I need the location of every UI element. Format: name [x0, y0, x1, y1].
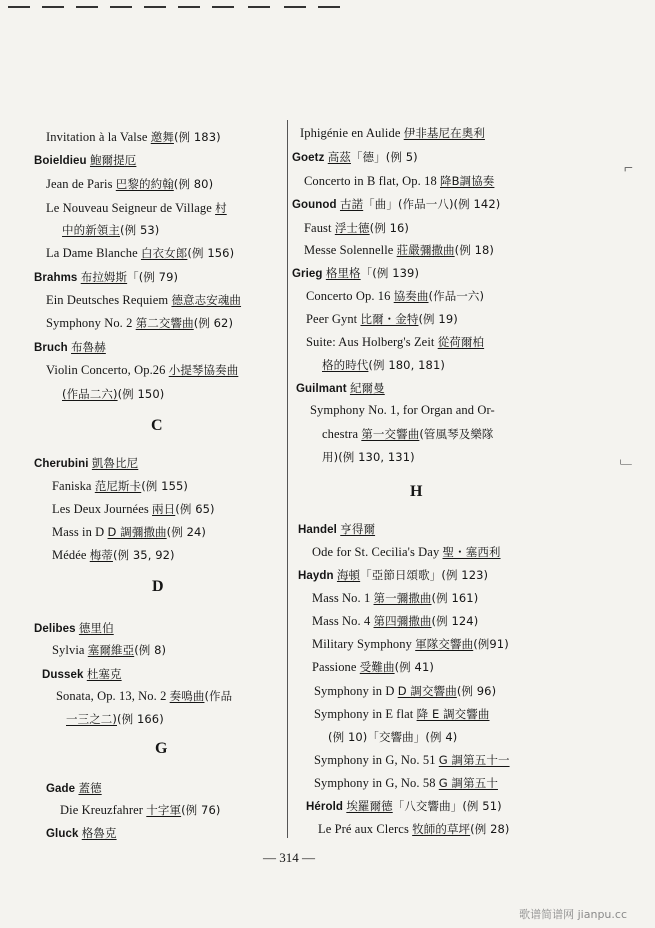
index-line [328, 729, 457, 745]
chinese-title: (例 35, 92) [112, 548, 175, 562]
chinese-title: G 調第五十一 [438, 753, 510, 767]
index-line [300, 125, 485, 141]
chinese-title: (例 76) [181, 803, 221, 817]
chinese-title: 塞爾維亞 [87, 643, 135, 657]
chinese-title: 紀爾曼 [349, 381, 385, 395]
composer-name: Hérold [306, 801, 347, 813]
chinese-title: 第一彌撒曲 [373, 591, 432, 605]
chinese-title: (例 16) [369, 221, 409, 235]
work-title: Sonata, Op. 13, No. 2 [56, 689, 170, 703]
chinese-title: (例 180, 181) [368, 358, 445, 372]
chinese-title: D 調交響曲 [397, 684, 457, 698]
letter-heading-h: H [410, 483, 423, 500]
composer-entry [34, 269, 178, 285]
chinese-title: 德里伯 [78, 621, 114, 635]
work-title: Les Deux Journées [52, 502, 153, 516]
composer-name: Boieldieu [34, 155, 90, 167]
work-title: Symphony No. 1, for Organ and Or- [310, 403, 495, 417]
page-number: — 314 — [263, 850, 315, 865]
composer-entry [34, 152, 136, 168]
index-line [306, 334, 484, 350]
chinese-title: 受難曲 [359, 660, 395, 674]
work-title: La Dame Blanche [46, 246, 141, 260]
work-title: Sylvia [52, 643, 88, 657]
chinese-title: 海頓 [336, 568, 361, 582]
chinese-title: 布拉姆斯 [80, 270, 128, 284]
chinese-title: (例 150) [117, 387, 165, 401]
chinese-title: 范尼斯卡 [94, 479, 142, 493]
chinese-title: 伊非基尼在奧利 [403, 126, 485, 140]
work-title: Passione [312, 660, 360, 674]
chinese-title: D 調彌撒曲 [107, 525, 167, 539]
index-line [46, 176, 213, 192]
chinese-title: 鮑爾提厄 [89, 153, 137, 167]
index-line [306, 311, 458, 327]
column-divider [287, 120, 288, 838]
chinese-title: 白衣女郎 [140, 246, 188, 260]
chinese-title: 格里格 [325, 266, 361, 280]
work-title: Iphigénie en Aulide [300, 126, 404, 140]
composer-name: Delibes [34, 623, 79, 635]
chinese-title: 巴黎的約翰 [115, 177, 174, 191]
top-edge-rule [0, 0, 655, 14]
chinese-title: (例 19) [418, 312, 458, 326]
index-line [322, 357, 445, 373]
work-title: Médée [52, 548, 90, 562]
composer-name: Gluck [46, 828, 82, 840]
index-line [304, 242, 494, 258]
composer-entry [296, 380, 385, 396]
index-line [314, 775, 498, 791]
chinese-title: 「(例 79) [127, 270, 179, 284]
chinese-title: 「曲」(作品一八)(例 142) [363, 197, 501, 211]
chinese-title: 從荷爾柏 [437, 335, 485, 349]
chinese-title: (例 65) [175, 502, 215, 516]
index-line [62, 386, 164, 402]
chinese-title: 協奏曲 [393, 289, 429, 303]
work-title: Ein Deutsches Requiem [46, 293, 172, 307]
chinese-title: 村 [215, 201, 227, 215]
work-title: Faust [304, 221, 335, 235]
chinese-title: 格的時代 [322, 358, 369, 372]
chinese-title: 第一交響曲 [361, 427, 420, 441]
chinese-title: 中的新領主 [62, 223, 120, 237]
index-line [46, 129, 221, 145]
index-line [312, 636, 509, 652]
index-line [312, 544, 501, 560]
work-title: Symphony No. 2 [46, 316, 136, 330]
chinese-title: (例 28) [470, 822, 510, 836]
chinese-title: 凱魯比尼 [91, 456, 139, 470]
index-line [52, 478, 188, 494]
index-line [322, 449, 415, 465]
chinese-title: (例 53) [120, 223, 160, 237]
composer-name: Gounod [292, 199, 340, 211]
chinese-title: 杜塞克 [86, 667, 122, 681]
chinese-title: 軍隊交響曲 [415, 637, 474, 651]
index-line [314, 706, 489, 722]
chinese-title: 高茲 [327, 150, 351, 164]
chinese-title: (例 130, 131) [338, 450, 415, 464]
index-line [52, 501, 215, 517]
index-line [322, 426, 494, 442]
composer-entry [42, 666, 122, 682]
index-line [314, 683, 496, 699]
composer-name: Goetz [292, 152, 328, 164]
work-title: Concerto Op. 16 [306, 289, 394, 303]
margin-mark: ⌐ [624, 160, 634, 177]
index-line [312, 590, 478, 606]
watermark: 歌谱简谱网 jianpu.cc [519, 908, 627, 921]
composer-name: Brahms [34, 272, 81, 284]
index-line [312, 613, 478, 629]
work-title: Mass No. 1 [312, 591, 374, 605]
work-title: Ode for St. Cecilia's Day [312, 545, 443, 559]
chinese-title: G 調第五十 [438, 776, 498, 790]
chinese-title: (例 161) [431, 591, 479, 605]
chinese-title: (例 24) [166, 525, 207, 539]
chinese-title: (例91) [473, 637, 509, 651]
chinese-title: (例 156) [187, 246, 235, 260]
index-line [62, 222, 159, 238]
chinese-title: (例 10) [328, 730, 368, 744]
index-line [46, 292, 241, 308]
composer-entry [292, 149, 418, 165]
composer-entry [306, 798, 502, 814]
composer-name: Gade [46, 783, 79, 795]
chinese-title: 亨得爾 [340, 522, 376, 536]
index-line [304, 173, 494, 189]
composer-name: Handel [298, 524, 341, 536]
chinese-title: 梅蒂 [89, 548, 113, 562]
chinese-title: (例 155) [141, 479, 188, 493]
composer-entry [292, 265, 419, 281]
chinese-title: (作品一六) [428, 289, 485, 303]
composer-entry [34, 339, 106, 355]
chinese-title: (例 62) [193, 316, 234, 330]
chinese-title: 「八交響曲」(例 51) [392, 799, 502, 813]
chinese-title: 埃羅爾德 [346, 799, 393, 813]
index-line [66, 711, 164, 727]
composer-entry [34, 455, 138, 471]
chinese-title: 布魯赫 [71, 340, 106, 354]
work-title: Symphony in D [314, 684, 398, 698]
index-line [306, 288, 484, 304]
chinese-title: 蓋德 [78, 781, 102, 795]
index-line [46, 245, 234, 261]
chinese-title: 降 E 調交響曲 [416, 707, 490, 721]
chinese-title: (例 80) [173, 177, 214, 191]
chinese-title: 比爾・金特 [360, 312, 419, 326]
index-line [304, 220, 409, 236]
composer-name: Guilmant [296, 383, 350, 395]
chinese-title: 「(例 139) [360, 266, 420, 280]
chinese-title: 古諾 [339, 197, 364, 211]
work-title: Mass in D [52, 525, 108, 539]
index-line [310, 403, 495, 418]
chinese-title: 「德」(例 5) [350, 150, 418, 164]
chinese-title: 一三之二) [66, 712, 117, 726]
work-title: Violin Concerto, Op.26 [46, 363, 169, 377]
chinese-title: 第四彌撒曲 [373, 614, 432, 628]
work-title: Suite: Aus Holberg's Zeit [306, 335, 438, 349]
chinese-title: (例 166) [117, 712, 164, 726]
index-line [46, 362, 238, 378]
index-line [314, 752, 510, 768]
composer-name: Cherubini [34, 458, 92, 470]
index-line [60, 802, 220, 818]
index-line [52, 524, 206, 540]
chinese-title: 浮士德 [334, 221, 370, 235]
chinese-title: 「交響曲」(例 4) [367, 730, 458, 744]
work-title: Concerto in B flat, Op. 18 [304, 174, 441, 188]
chinese-title: (例 8) [134, 643, 167, 657]
chinese-title: 邀舞 [150, 130, 174, 144]
work-title: Mass No. 4 [312, 614, 374, 628]
chinese-title: 十字軍 [146, 803, 182, 817]
chinese-title: (作品 [204, 689, 233, 703]
work-title: Le Nouveau Seigneur de Village [46, 201, 216, 215]
chinese-title: 格魯克 [81, 826, 117, 840]
chinese-title: 德意志安魂曲 [171, 293, 242, 307]
chinese-title: 「亞節日頌歌」(例 123) [360, 568, 489, 582]
chinese-title: 用) [322, 450, 339, 464]
chinese-title: 莊嚴彌撒曲 [396, 243, 455, 257]
composer-entry [292, 196, 500, 212]
composer-entry [46, 780, 102, 796]
margin-mark: ﹂ [620, 460, 637, 477]
work-title: Le Pré aux Clercs [318, 822, 413, 836]
chinese-title: 奏鳴曲 [169, 689, 205, 703]
index-line [56, 688, 232, 704]
chinese-title: (作品二六) [62, 387, 118, 401]
work-title: Peer Gynt [306, 312, 361, 326]
work-title: Faniska [52, 479, 95, 493]
composer-name: Haydn [298, 570, 337, 582]
work-title: Symphony in G, No. 51 [314, 753, 439, 767]
work-title: Messe Solennelle [304, 243, 397, 257]
index-line [52, 642, 166, 658]
index-line [318, 821, 510, 837]
composer-entry [298, 567, 488, 583]
composer-entry [298, 521, 375, 537]
chinese-title: 第二交響曲 [135, 316, 194, 330]
letter-heading-d: D [152, 578, 164, 595]
chinese-title: (例 96) [456, 684, 497, 698]
composer-name: Grieg [292, 268, 326, 280]
index-line [46, 200, 227, 216]
work-title: Invitation à la Valse [46, 130, 151, 144]
index-line [52, 547, 175, 563]
letter-heading-c: C [151, 417, 163, 434]
chinese-title: (例 18) [454, 243, 495, 257]
work-title: Military Symphony [312, 637, 416, 651]
chinese-title: 小提琴協奏曲 [168, 363, 239, 377]
chinese-title: 兩日 [152, 502, 176, 516]
index-line [312, 659, 434, 675]
chinese-title: (管風琴及樂隊 [419, 427, 494, 441]
composer-name: Bruch [34, 342, 72, 354]
work-title: Die Kreuzfahrer [60, 803, 147, 817]
work-title: chestra [322, 427, 362, 441]
index-line [46, 315, 233, 331]
composer-name: Dussek [42, 669, 87, 681]
chinese-title: 牧師的草坪 [412, 822, 471, 836]
composer-entry [46, 825, 117, 841]
chinese-title: 降B調協奏 [440, 174, 495, 188]
work-title: Symphony in G, No. 58 [314, 776, 439, 790]
composer-entry [34, 620, 114, 636]
chinese-title: (例 183) [173, 130, 221, 144]
chinese-title: (例 41) [394, 660, 434, 674]
work-title: Jean de Paris [46, 177, 116, 191]
letter-heading-g: G [155, 740, 168, 757]
chinese-title: 聖・塞西利 [442, 545, 501, 559]
work-title: Symphony in E flat [314, 707, 417, 721]
chinese-title: (例 124) [431, 614, 479, 628]
